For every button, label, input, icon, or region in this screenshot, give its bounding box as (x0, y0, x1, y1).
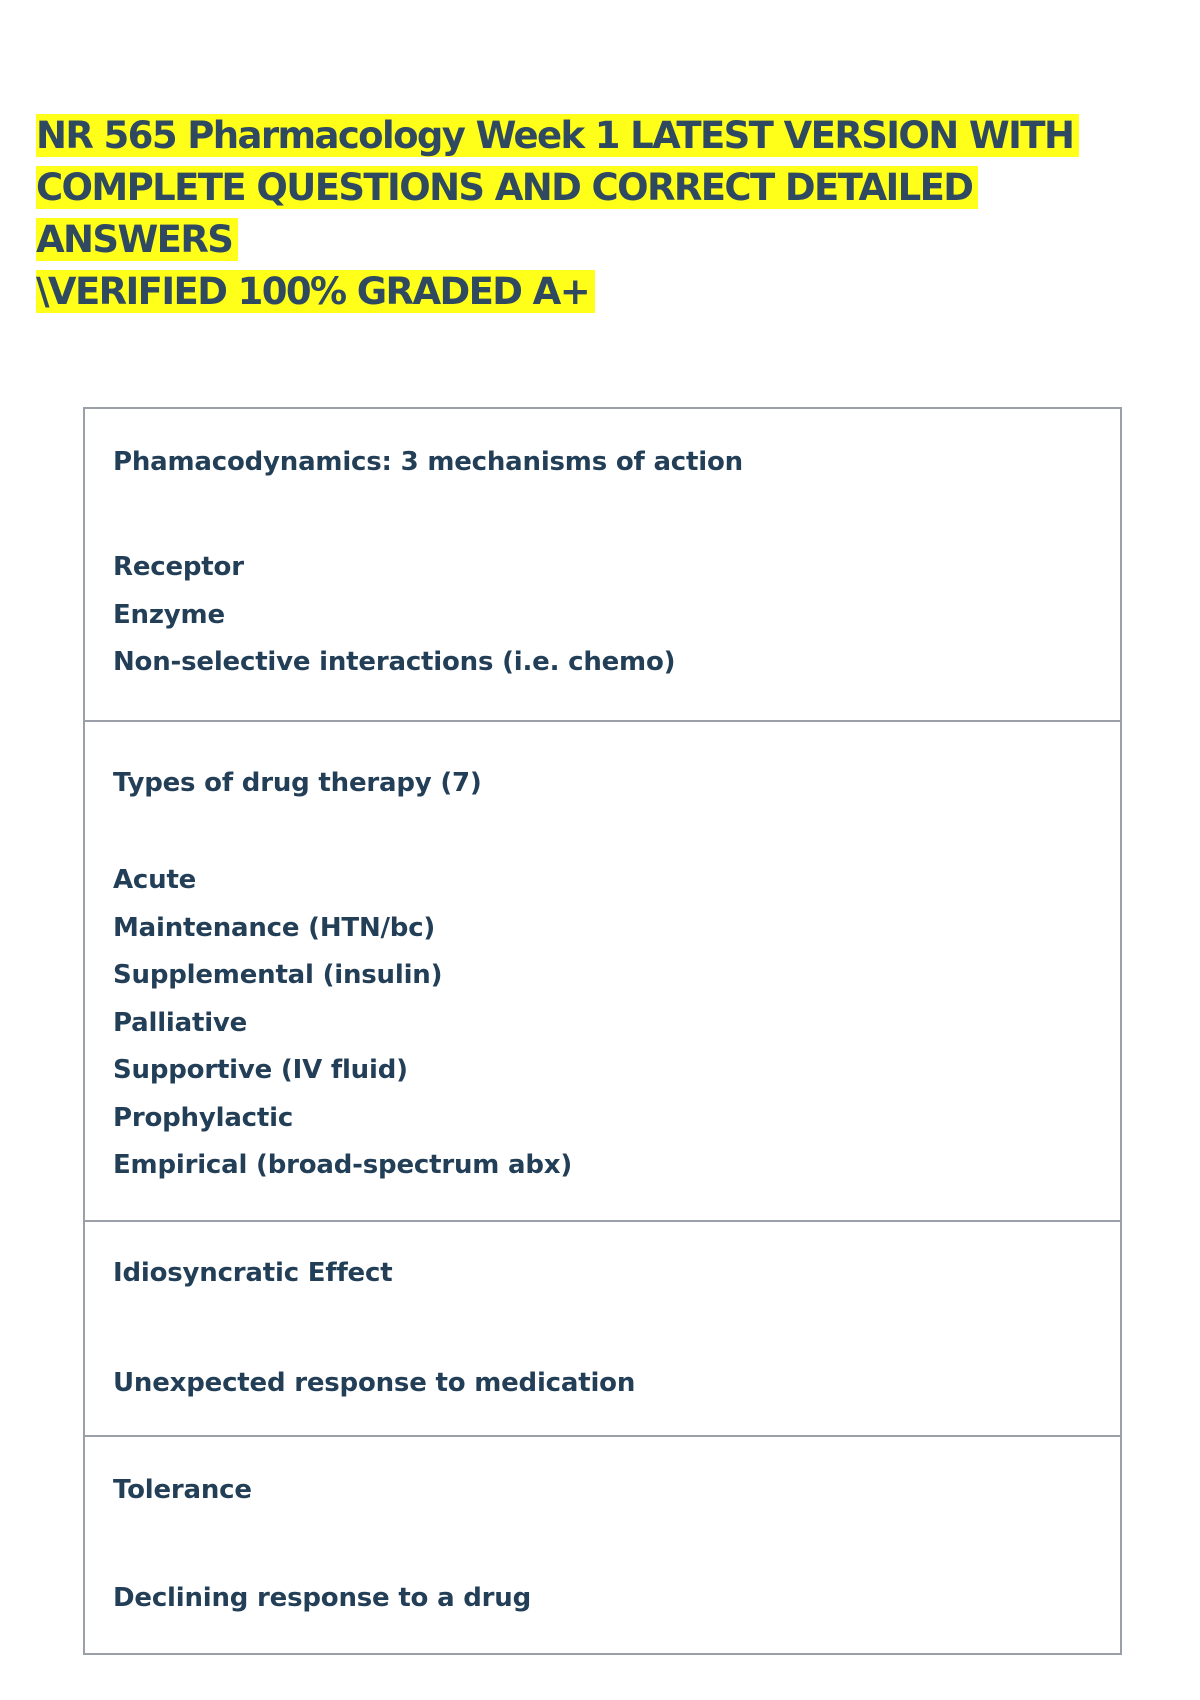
document-title-line-2: COMPLETE QUESTIONS AND CORRECT DETAILED ANSWERS (36, 166, 978, 261)
flashcard-tolerance (85, 1435, 1120, 1653)
definition-line: Unexpected response to medication (113, 1368, 636, 1398)
definition-line: Enzyme (113, 599, 225, 630)
flashcard-definition (113, 1366, 1092, 1400)
document-title-line-1: NR 565 Pharmacology Week 1 LATEST VERSION WITH (36, 114, 1079, 157)
flashcard-drug-therapy-types (85, 720, 1120, 1220)
definition-line: Supportive (IV fluid) (113, 1055, 408, 1085)
flashcard-table (83, 407, 1122, 1655)
definition-line: Non-selective interactions (i.e. chemo) (113, 647, 676, 677)
definition-line: Acute (113, 865, 197, 895)
flashcard-term: Tolerance (113, 1475, 252, 1505)
definition-line: Declining response to a drug (113, 1583, 532, 1613)
flashcard-definition (113, 1581, 1092, 1615)
definition-line: Empirical (broad-spectrum abx) (113, 1150, 573, 1180)
flashcard-idiosyncratic-effect (85, 1220, 1120, 1435)
flashcard-term: Idiosyncratic Effect (113, 1258, 393, 1288)
flashcard-pharmacodynamics (85, 409, 1120, 720)
definition-line: Receptor (113, 552, 244, 582)
document-title (36, 110, 1146, 318)
flashcard-term: Types of drug therapy (7) (113, 768, 482, 798)
definition-line: Maintenance (HTN/bc) (113, 912, 436, 943)
definition-line: Palliative (113, 1007, 248, 1038)
flashcard-term: Phamacodynamics: 3 mechanisms of action (113, 447, 743, 477)
flashcard-definition (113, 863, 1092, 1182)
flashcard-definition (113, 550, 1092, 679)
definition-line: Prophylactic (113, 1102, 294, 1133)
document-title-line-3: \VERIFIED 100% GRADED A+ (36, 270, 595, 313)
definition-line: Supplemental (insulin) (113, 960, 443, 990)
